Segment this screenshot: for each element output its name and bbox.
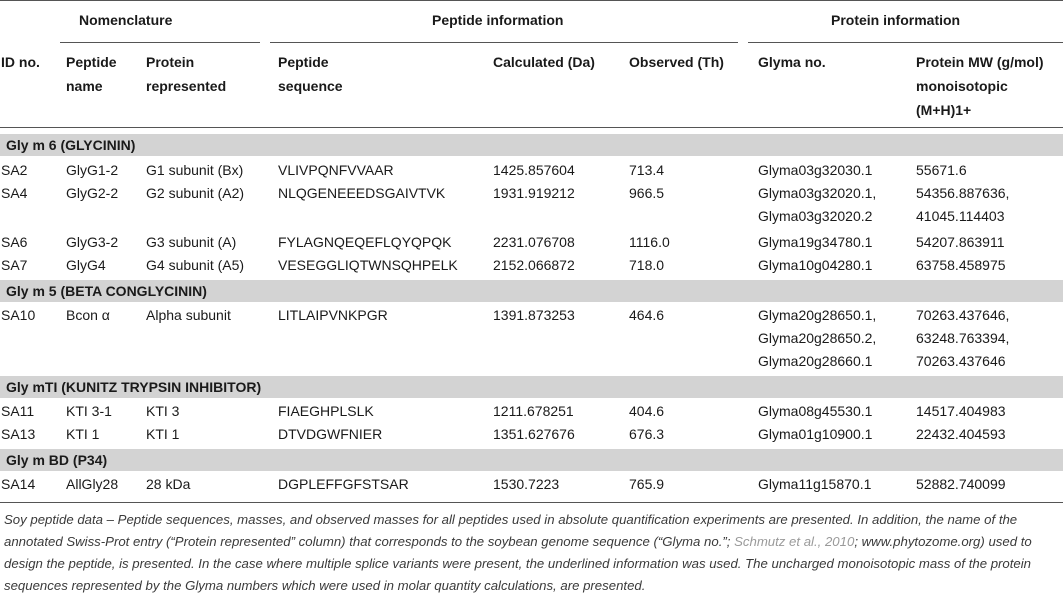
cell-glyma: Glyma03g32020.2 (758, 208, 873, 224)
rule-peptide-information (270, 42, 738, 43)
cell-mw: 14517.404983 (916, 403, 1006, 419)
cell-sequence: DGPLEFFGFSTSAR (278, 476, 409, 492)
cell-mw: 54356.887636, (916, 185, 1010, 201)
cell-glyma: Glyma20g28650.2, (758, 330, 877, 346)
group-header-peptide-information: Peptide information (432, 12, 564, 28)
group-header-nomenclature: Nomenclature (79, 12, 173, 28)
cell-glyma: Glyma11g15870.1 (758, 476, 872, 492)
cell-protein: Alpha subunit (146, 307, 231, 323)
table-caption (4, 509, 1060, 597)
col-header-peptide-name-line2: name (66, 78, 103, 94)
cell-mw: 63758.458975 (916, 257, 1006, 273)
cell-glyma: Glyma03g32030.1 (758, 162, 873, 178)
cell-peptide-name: KTI 1 (66, 426, 100, 442)
cell-glyma: Glyma03g32020.1, (758, 185, 877, 201)
col-header-protein-represented-line1: Protein (146, 54, 195, 70)
cell-mw: 22432.404593 (916, 426, 1006, 442)
cell-peptide-name: AllGly28 (66, 476, 119, 492)
cell-glyma: Glyma08g45530.1 (758, 403, 873, 419)
cell-id: SA13 (1, 426, 36, 442)
caption-text-1: Soy peptide data – Peptide sequences, masses, and observed masses for all peptides used in absolute quantification experiments are presented. In addition, the name of the annotated Swiss-Prot entry (“Protein represented” column) that corresponds to the soybean genome sequence (“Glyma no.”; (4, 512, 1018, 549)
cell-peptide-name: GlyG1-2 (66, 162, 119, 178)
cell-mw: 55671.6 (916, 162, 967, 178)
cell-observed: 718.0 (629, 257, 665, 273)
group-header-protein-information: Protein information (831, 12, 961, 28)
cell-peptide-name: Bcon α (66, 307, 110, 323)
header-bottom-rule (0, 127, 1063, 128)
col-header-peptide-name-line1: Peptide (66, 54, 117, 70)
col-header-protein-mw-line3: (M+H)1+ (916, 102, 972, 118)
cell-id: SA2 (1, 162, 28, 178)
cell-observed: 676.3 (629, 426, 665, 442)
cell-sequence: LITLAIPVNKPGR (278, 307, 388, 323)
section-bar-gly-m-bd (0, 449, 1063, 471)
table-bottom-rule (0, 502, 1063, 503)
cell-mw: 52882.740099 (916, 476, 1006, 492)
cell-observed: 464.6 (629, 307, 665, 323)
col-header-protein-represented-line2: represented (146, 78, 227, 94)
cell-protein: G1 subunit (Bx) (146, 162, 244, 178)
col-header-id-no: ID no. (1, 54, 40, 70)
col-header-protein-mw-line1: Protein MW (g/mol) (916, 54, 1044, 70)
col-header-peptide-name (66, 50, 117, 98)
cell-calculated: 1391.873253 (493, 307, 575, 323)
cell-sequence: FYLAGNQEQEFLQYQPQK (278, 234, 452, 250)
cell-protein: 28 kDa (146, 476, 191, 492)
section-bar-gly-mti (0, 376, 1063, 398)
cell-id: SA6 (1, 234, 28, 250)
cell-protein: KTI 1 (146, 426, 180, 442)
section-bar-gly-m-5 (0, 280, 1063, 302)
section-label: Gly m 5 (BETA CONGLYCININ) (6, 283, 207, 299)
cell-calculated: 1931.919212 (493, 185, 575, 201)
cell-calculated: 1211.678251 (493, 403, 574, 419)
cell-peptide-name: GlyG4 (66, 257, 106, 273)
table-top-rule (0, 0, 1063, 1)
cell-calculated: 2231.076708 (493, 234, 575, 250)
cell-observed: 1116.0 (629, 234, 670, 250)
cell-glyma: Glyma19g34780.1 (758, 234, 873, 250)
cell-mw: 70263.437646, (916, 307, 1010, 323)
cell-observed: 966.5 (629, 185, 665, 201)
col-header-peptide-sequence-line2: sequence (278, 78, 343, 94)
cell-peptide-name: KTI 3-1 (66, 403, 112, 419)
cell-calculated: 2152.066872 (493, 257, 575, 273)
cell-id: SA10 (1, 307, 36, 323)
cell-mw: 54207.863911 (916, 234, 1005, 250)
section-label: Gly m BD (P34) (6, 452, 108, 468)
section-label: Gly m 6 (GLYCININ) (6, 137, 136, 153)
col-header-calculated: Calculated (Da) (493, 54, 595, 70)
caption-text-2: ; www.phytozome.org) used to design the peptide, is presented. In the case where multiple splice variants were present, the underlined information was used. The uncharged monoisotopic mass of the protein sequences represented by the Glyma numbers which were used in molar quantity calculations, are presented. (4, 534, 1032, 593)
cell-observed: 713.4 (629, 162, 665, 178)
cell-mw: 63248.763394, (916, 330, 1010, 346)
cell-id: SA14 (1, 476, 36, 492)
caption-reference-link[interactable]: Schmutz et al., 2010 (734, 534, 855, 549)
cell-protein: KTI 3 (146, 403, 180, 419)
cell-peptide-name: GlyG3-2 (66, 234, 119, 250)
cell-calculated: 1530.7223 (493, 476, 560, 492)
cell-sequence: VESEGGLIQTWNSQHPELK (278, 257, 458, 273)
cell-mw: 70263.437646 (916, 353, 1006, 369)
cell-glyma: Glyma20g28650.1, (758, 307, 877, 323)
cell-calculated: 1351.627676 (493, 426, 575, 442)
col-header-protein-mw-line2: monoisotopic (916, 78, 1008, 94)
cell-peptide-name: GlyG2-2 (66, 185, 119, 201)
col-header-peptide-sequence-line1: Peptide (278, 54, 329, 70)
cell-glyma: Glyma01g10900.1 (758, 426, 873, 442)
cell-sequence: VLIVPQNFVVAAR (278, 162, 394, 178)
cell-mw: 41045.114403 (916, 208, 1005, 224)
col-header-protein-represented (146, 50, 226, 98)
rule-protein-information (748, 42, 1063, 43)
cell-sequence: DTVDGWFNIER (278, 426, 383, 442)
col-header-observed: Observed (Th) (629, 54, 724, 70)
rule-nomenclature (60, 42, 260, 43)
cell-observed: 404.6 (629, 403, 665, 419)
col-header-peptide-sequence (278, 50, 343, 98)
col-header-protein-mw (916, 50, 1044, 122)
col-header-glyma-no: Glyma no. (758, 54, 826, 70)
cell-id: SA7 (1, 257, 28, 273)
cell-id: SA4 (1, 185, 28, 201)
cell-sequence: FIAEGHPLSLK (278, 403, 374, 419)
cell-protein: G4 subunit (A5) (146, 257, 245, 273)
cell-protein: G2 subunit (A2) (146, 185, 245, 201)
cell-calculated: 1425.857604 (493, 162, 575, 178)
section-bar-gly-m-6 (0, 134, 1063, 156)
cell-observed: 765.9 (629, 476, 665, 492)
cell-glyma: Glyma10g04280.1 (758, 257, 873, 273)
cell-sequence: NLQGENEEEDSGAIVTVK (278, 185, 446, 201)
cell-glyma: Glyma20g28660.1 (758, 353, 873, 369)
section-label: Gly mTI (KUNITZ TRYPSIN INHIBITOR) (6, 379, 262, 395)
cell-protein: G3 subunit (A) (146, 234, 237, 250)
cell-id: SA11 (1, 403, 35, 419)
